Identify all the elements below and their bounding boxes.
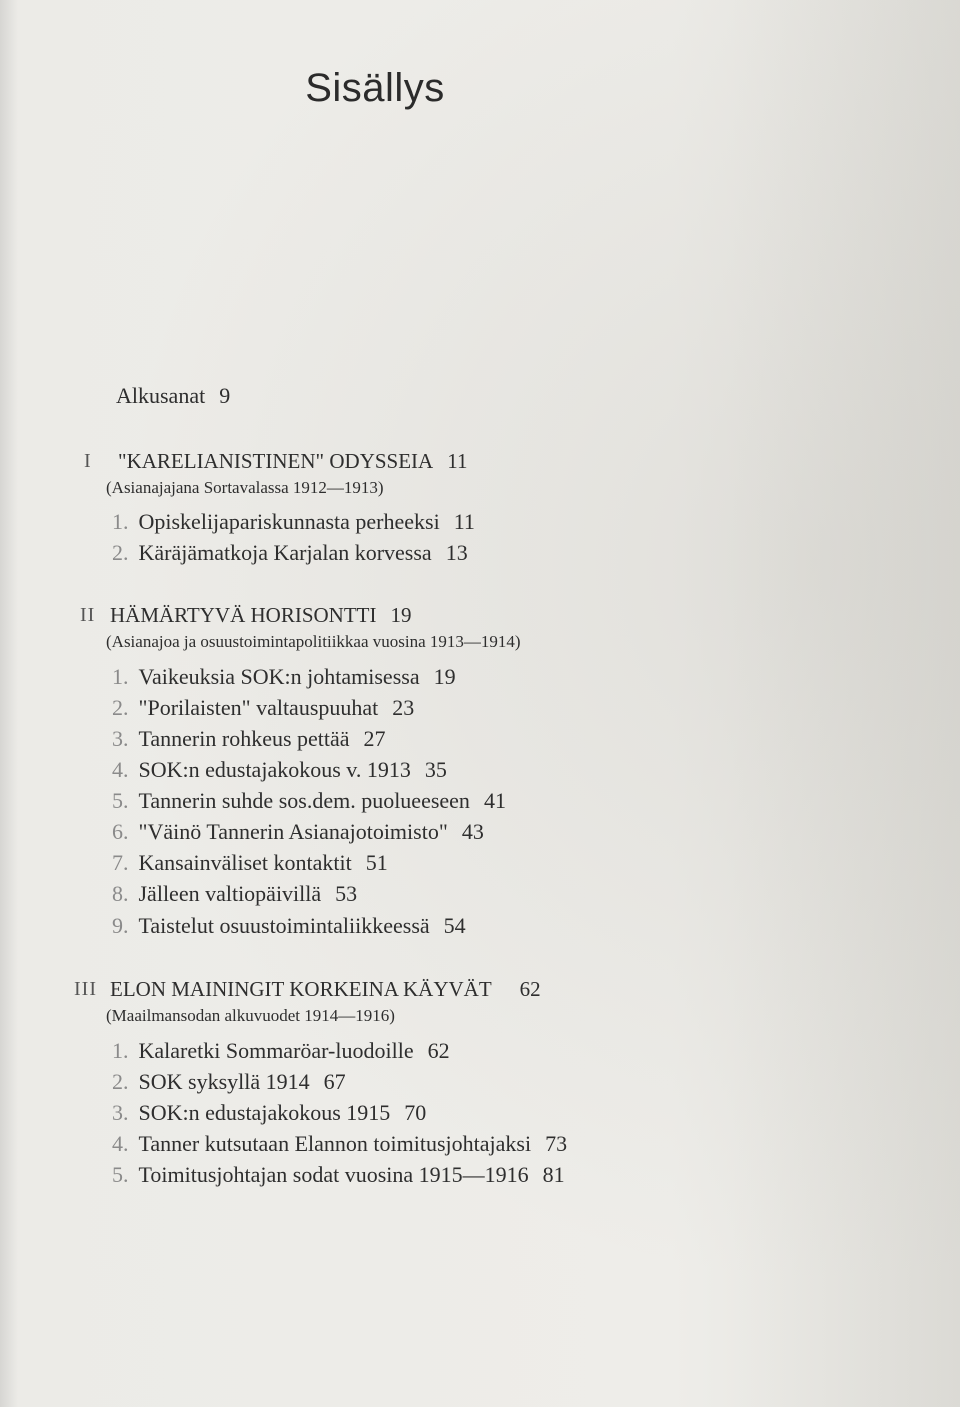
toc-entry-page: 35	[424, 757, 447, 782]
toc-entry-title: Toimitusjohtajan sodat vuosina 1915—1916	[138, 1162, 529, 1187]
toc-entry	[112, 1131, 567, 1157]
toc-entry-title: Tanner kutsutaan Elannon toimitusjohtajaksi	[138, 1131, 532, 1156]
toc-entry-page: 13	[445, 540, 468, 565]
toc-entry-number: 7.	[112, 850, 129, 875]
toc-entry-number: 1.	[112, 1038, 129, 1063]
toc-entry-title: Käräjämatkoja Karjalan korvessa	[138, 540, 432, 565]
toc-entry-title: SOK syksyllä 1914	[138, 1069, 310, 1094]
section-3-subtitle: (Maailmansodan alkuvuodet 1914—1916)	[106, 1006, 395, 1025]
toc-entry	[112, 540, 468, 566]
section-2-page: 19	[390, 603, 412, 627]
toc-entry-number: 4.	[112, 757, 129, 782]
toc-entry-number: 5.	[112, 788, 129, 813]
toc-entry	[112, 819, 484, 845]
toc-entry-title: Vaikeuksia SOK:n johtamisessa	[138, 664, 420, 689]
toc-entry-page: 62	[427, 1038, 450, 1063]
toc-entry-number: 8.	[112, 881, 129, 906]
toc-entry	[112, 726, 386, 752]
toc-entry-page: 43	[461, 819, 484, 844]
toc-foreword-label: Alkusanat	[116, 383, 206, 408]
toc-entry-title: Opiskelijapariskunnasta perheeksi	[138, 509, 440, 534]
toc-entry-page: 51	[365, 850, 388, 875]
section-2-heading: HÄMÄRTYVÄ HORISONTTI	[110, 603, 377, 627]
toc-entry	[112, 881, 357, 907]
section-1-heading: "KARELIANISTINEN" ODYSSEIA	[118, 449, 434, 473]
toc-foreword	[116, 383, 230, 409]
toc-entry-page: 11	[453, 509, 475, 534]
toc-entry	[112, 695, 414, 721]
toc-entry-page: 19	[433, 664, 456, 689]
toc-entry-number: 9.	[112, 913, 129, 938]
toc-entry-title: Taistelut osuustoimintaliikkeessä	[138, 913, 430, 938]
toc-entry-title: "Porilaisten" valtauspuuhat	[138, 695, 379, 720]
section-1-subtitle: (Asianajajana Sortavalassa 1912—1913)	[106, 478, 384, 497]
toc-entry	[112, 1100, 426, 1126]
toc-entry-page: 27	[363, 726, 386, 751]
section-1-page: 11	[447, 449, 468, 473]
toc-entry-number: 2.	[112, 695, 129, 720]
toc-entry-number: 2.	[112, 1069, 129, 1094]
section-1-roman: I	[84, 450, 92, 472]
toc-entry-title: Tannerin suhde sos.dem. puolueeseen	[138, 788, 470, 813]
toc-entry	[112, 850, 388, 876]
section-1-heading-row	[118, 449, 467, 474]
toc-foreword-page: 9	[219, 383, 231, 408]
toc-entry	[112, 757, 447, 783]
page-edge-shadow	[730, 0, 960, 1407]
toc-entry-page: 67	[323, 1069, 346, 1094]
toc-entry	[112, 1038, 450, 1064]
toc-entry-page: 23	[392, 695, 415, 720]
toc-entry-page: 53	[335, 881, 358, 906]
section-3-heading-row	[110, 977, 541, 1002]
toc-entry	[112, 1162, 565, 1188]
toc-entry	[112, 664, 456, 690]
toc-entry	[112, 509, 475, 535]
toc-entry-number: 4.	[112, 1131, 129, 1156]
toc-entry	[112, 913, 466, 939]
toc-entry-number: 3.	[112, 1100, 129, 1125]
section-2-roman: II	[80, 604, 96, 626]
toc-entry-number: 2.	[112, 540, 129, 565]
toc-entry-number: 1.	[112, 509, 129, 534]
toc-entry	[112, 788, 506, 814]
section-3-roman: III	[74, 978, 97, 1000]
toc-entry-page: 41	[483, 788, 506, 813]
toc-entry-page: 73	[545, 1131, 568, 1156]
toc-entry-title: "Väinö Tannerin Asianajotoimisto"	[138, 819, 448, 844]
toc-entry-title: Jälleen valtiopäivillä	[138, 881, 322, 906]
section-2-subtitle: (Asianajoa ja osuustoimintapolitiikkaa vuosina 1913—1914)	[106, 632, 521, 651]
section-3-heading: ELON MAININGIT KORKEINA KÄYVÄT	[110, 977, 492, 1001]
toc-entry-title: Kalaretki Sommaröar-luodoille	[138, 1038, 414, 1063]
toc-entry-number: 1.	[112, 664, 129, 689]
toc-entry-number: 6.	[112, 819, 129, 844]
section-2-heading-row	[110, 603, 411, 628]
page-title: Sisällys	[305, 66, 445, 110]
toc-entry	[112, 1069, 346, 1095]
toc-entry-number: 5.	[112, 1162, 129, 1187]
page-spine-shadow	[0, 0, 18, 1407]
toc-entry-page: 70	[404, 1100, 427, 1125]
toc-entry-page: 54	[443, 913, 466, 938]
toc-entry-page: 81	[542, 1162, 565, 1187]
toc-entry-title: Kansainväliset kontaktit	[138, 850, 352, 875]
toc-entry-number: 3.	[112, 726, 129, 751]
toc-entry-title: SOK:n edustajakokous 1915	[138, 1100, 391, 1125]
toc-entry-title: Tannerin rohkeus pettää	[138, 726, 350, 751]
toc-entry-title: SOK:n edustajakokous v. 1913	[138, 757, 411, 782]
section-3-page: 62	[519, 977, 541, 1001]
